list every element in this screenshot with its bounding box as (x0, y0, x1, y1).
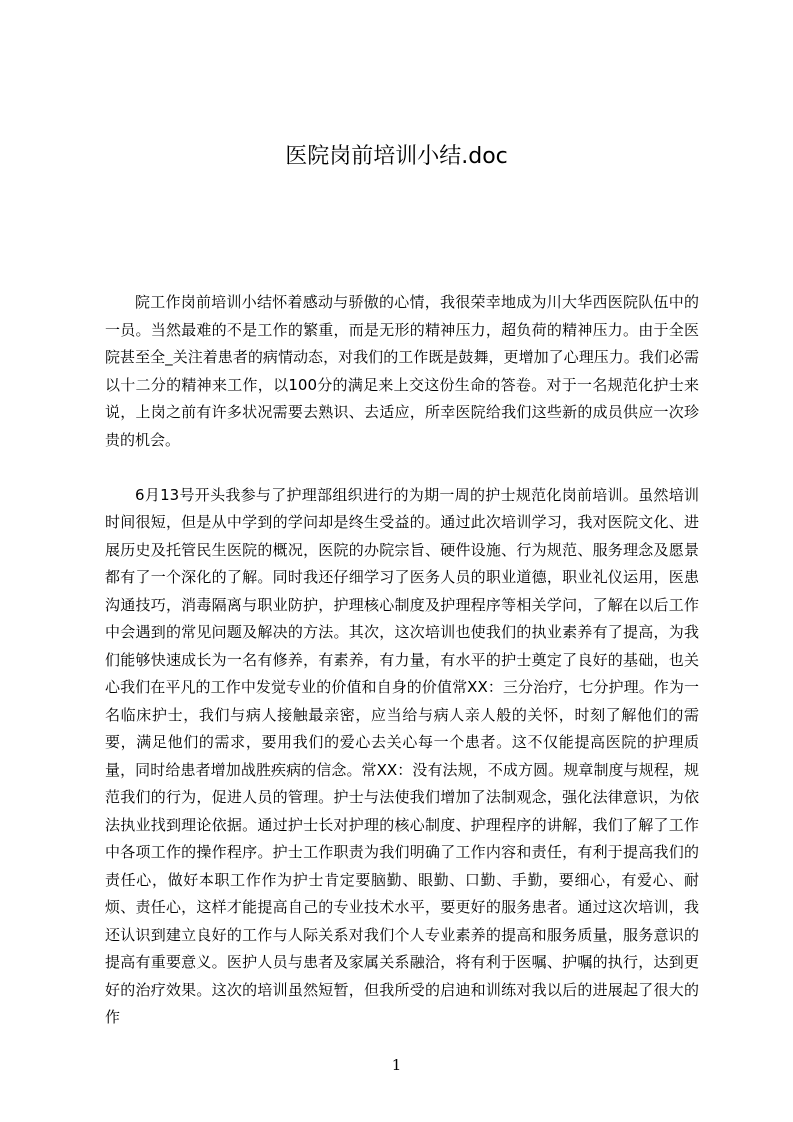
paragraph-spacer (105, 454, 699, 482)
paragraph-intro: 院工作岗前培训小结怀着感动与骄傲的心情，我很荣幸地成为川大华西医院队伍中的一员。当然最难的不是工作的繁重，而是无形的精神压力，超负荷的精神压力。由于全医院甚至全_关注着患者的病情动态，对我们的工作既是鼓舞，更增加了心理压力。我们必需以十二分的精神来工作，以100分的满足来上交这份生命的答卷。对于一名规范化护士来说，上岗之前有许多状况需要去熟识、去适应，所幸医院给我们这些新的成员供应一次珍贵的机会。 (105, 293, 699, 449)
document-title: 医院岗前培训小结.doc (285, 144, 508, 169)
document-body (105, 289, 699, 1032)
page-number: 1 (391, 1056, 402, 1074)
paragraph-training: 6月13号开头我参与了护理部组织进行的为期一周的护士规范化岗前培训。虽然培训时间很短，但是从中学到的学问却是终生受益的。通过此次培训学习，我对医院文化、进展历史及托管民生医院的概况，医院的办院宗旨、硬件设施、行为规范、服务理念及愿景都有了一个深化的了解。同时我还仔细学习了医务人员的职业道德，职业礼仪运用，医患沟通技巧，消毒隔离与职业防护，护理核心制度及护理程序等相关学问，了解在以后工作中会遇到的常见问题及解决的方法。其次，这次培训也使我们的执业素养有了提高，为我们能够快速成长为一名有修养，有素养，有力量，有水平的护士奠定了良好的基础，也关心我们在平凡的工作中发觉专业的价值和自身的价值常XX：三分治疗，七分护理。作为一名临床护士，我们与病人接触最亲密，应当给与病人亲人般的关怀，时刻了解他们的需要，满足他们的需求，要用我们的爱心去关心每一个患者。这不仅能提高医院的护理质量，同时给患者增加战胜疾病的信念。常XX：没有法规，不成方圆。规章制度与规程，规范我们的行为，促进人员的管理。护士与法使我们增加了法制观念，强化法律意识，为依法执业找到理论依据。通过护士长对护理的核心制度、护理程序的讲解，我们了解了工作中各项工作的操作程序。护士工作职责为我们明确了工作内容和责任，有利于提高我们的责任心，做好本职工作作为护士肯定要脑勤、眼勤、口勤、手勤，要细心，有爱心、耐烦、责任心，这样才能提高自己的专业技术水平，要更好的服务患者。通过这次培训，我还认识到建立良好的工作与人际关系对我们个人专业素养的提高和服务质量，服务意识的提高有重要意义。医护人员与患者及家属关系融洽，将有利于医嘱、护嘱的执行，达到更好的治疗效果。这次的培训虽然短暂，但我所受的启迪和训练对我以后的进展起了很大的作 (105, 485, 699, 1026)
